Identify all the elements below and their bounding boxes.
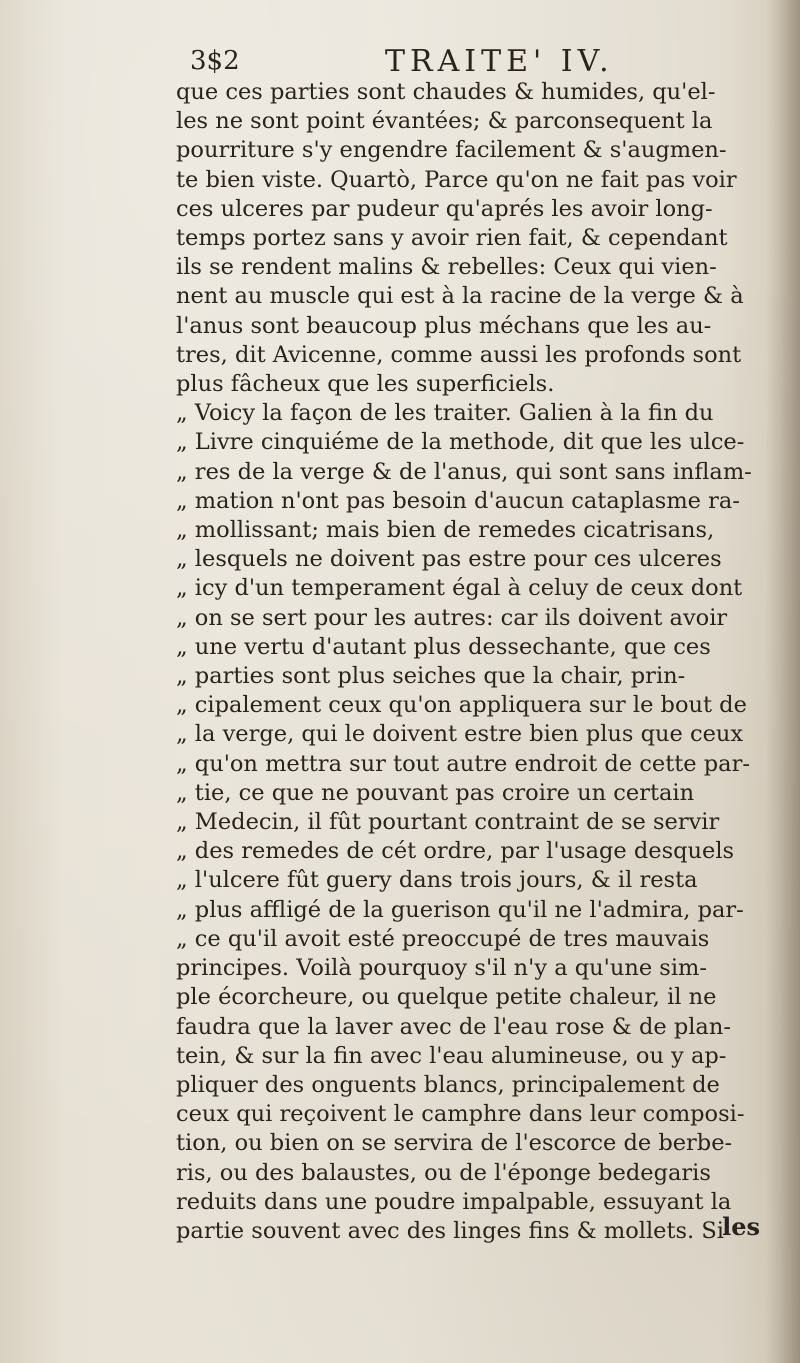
text-line: „ lesquels ne doivent pas estre pour ces ulceres	[176, 546, 722, 573]
catchword: les	[722, 1212, 760, 1241]
text-line: „ des remedes de cét ordre, par l'usage desquels	[176, 838, 735, 865]
text-line: „ une vertu d'autant plus dessechante, que ces	[176, 633, 711, 660]
text-line: „ Voicy la façon de les traiter. Galien à la fin du	[176, 400, 714, 427]
text-line: „ l'ulcere fût guery dans trois jours, & il resta	[176, 867, 698, 894]
text-line: reduits dans une poudre impalpable, essuyant la	[176, 1188, 732, 1215]
text-line: principes. Voilà pourquoy s'il n'y a qu'une sim-	[176, 955, 707, 982]
text-line: tion, ou bien on se servira de l'escorce de berbe-	[176, 1130, 733, 1157]
text-line: „ qu'on mettra sur tout autre endroit de cette par-	[176, 750, 750, 777]
page-number: 3$2	[190, 46, 240, 76]
text-line: „ mation n'ont pas besoin d'aucun cataplasme ra-	[176, 487, 740, 514]
text-line: „ cipalement ceux qu'on appliquera sur le bout de	[176, 692, 747, 719]
text-line: „ Medecin, il fût pourtant contraint de se servir	[176, 809, 720, 836]
text-line: l'anus sont beaucoup plus méchans que les au-	[176, 312, 712, 339]
text-body	[176, 78, 790, 1246]
text-line: „ plus affligé de la guerison qu'il ne l'admira, par-	[176, 896, 744, 923]
text-line: pliquer des onguents blancs, principalement de	[176, 1071, 720, 1098]
text-line: ceux qui reçoivent le camphre dans leur composi-	[176, 1101, 745, 1128]
running-title: TRAITE' IV.	[385, 44, 614, 79]
text-line: „ mollissant; mais bien de remedes cicatrisans,	[176, 517, 715, 544]
text-line: „ res de la verge & de l'anus, qui sont sans inflam-	[176, 458, 752, 485]
text-line: „ tie, ce que ne pouvant pas croire un certain	[176, 779, 695, 806]
text-line: „ Livre cinquiéme de la methode, dit que les ulce-	[176, 429, 745, 456]
text-line: nent au muscle qui est à la racine de la verge & à	[176, 283, 744, 310]
text-line: plus fâcheux que les superficiels.	[176, 371, 555, 398]
text-line: „ parties sont plus seiches que la chair, prin-	[176, 663, 686, 690]
text-line: faudra que la laver avec de l'eau rose & de plan-	[176, 1013, 731, 1040]
text-line: ple écorcheure, ou quelque petite chaleur, il ne	[176, 984, 717, 1011]
text-line: ris, ou des balaustes, ou de l'éponge bedegaris	[176, 1159, 711, 1186]
text-line: te bien viste. Quartò, Parce qu'on ne fait pas voir	[176, 166, 737, 193]
text-line: partie souvent avec des linges fins & mollets. Si	[176, 1217, 724, 1244]
text-line: pourriture s'y engendre facilement & s'augmen-	[176, 137, 727, 164]
text-line: „ on se sert pour les autres: car ils doivent avoir	[176, 604, 728, 631]
text-line: que ces parties sont chaudes & humides, qu'el-	[176, 79, 716, 105]
text-line: „ la verge, qui le doivent estre bien plus que ceux	[176, 721, 744, 748]
text-line: les ne sont point évantées; & parconsequent la	[176, 108, 713, 135]
text-line: ces ulceres par pudeur qu'aprés les avoir long-	[176, 195, 713, 222]
text-line: „ icy d'un temperament égal à celuy de ceux dont	[176, 575, 743, 602]
text-line: tein, & sur la fin avec l'eau alumineuse, ou y ap-	[176, 1042, 727, 1069]
text-line: temps portez sans y avoir rien fait, & cependant	[176, 225, 728, 252]
text-line: ils se rendent malins & rebelles: Ceux qui vien-	[176, 254, 717, 281]
text-line: tres, dit Avicenne, comme aussi les profonds sont	[176, 341, 742, 368]
text-line: „ ce qu'il avoit esté preoccupé de tres mauvais	[176, 925, 710, 952]
